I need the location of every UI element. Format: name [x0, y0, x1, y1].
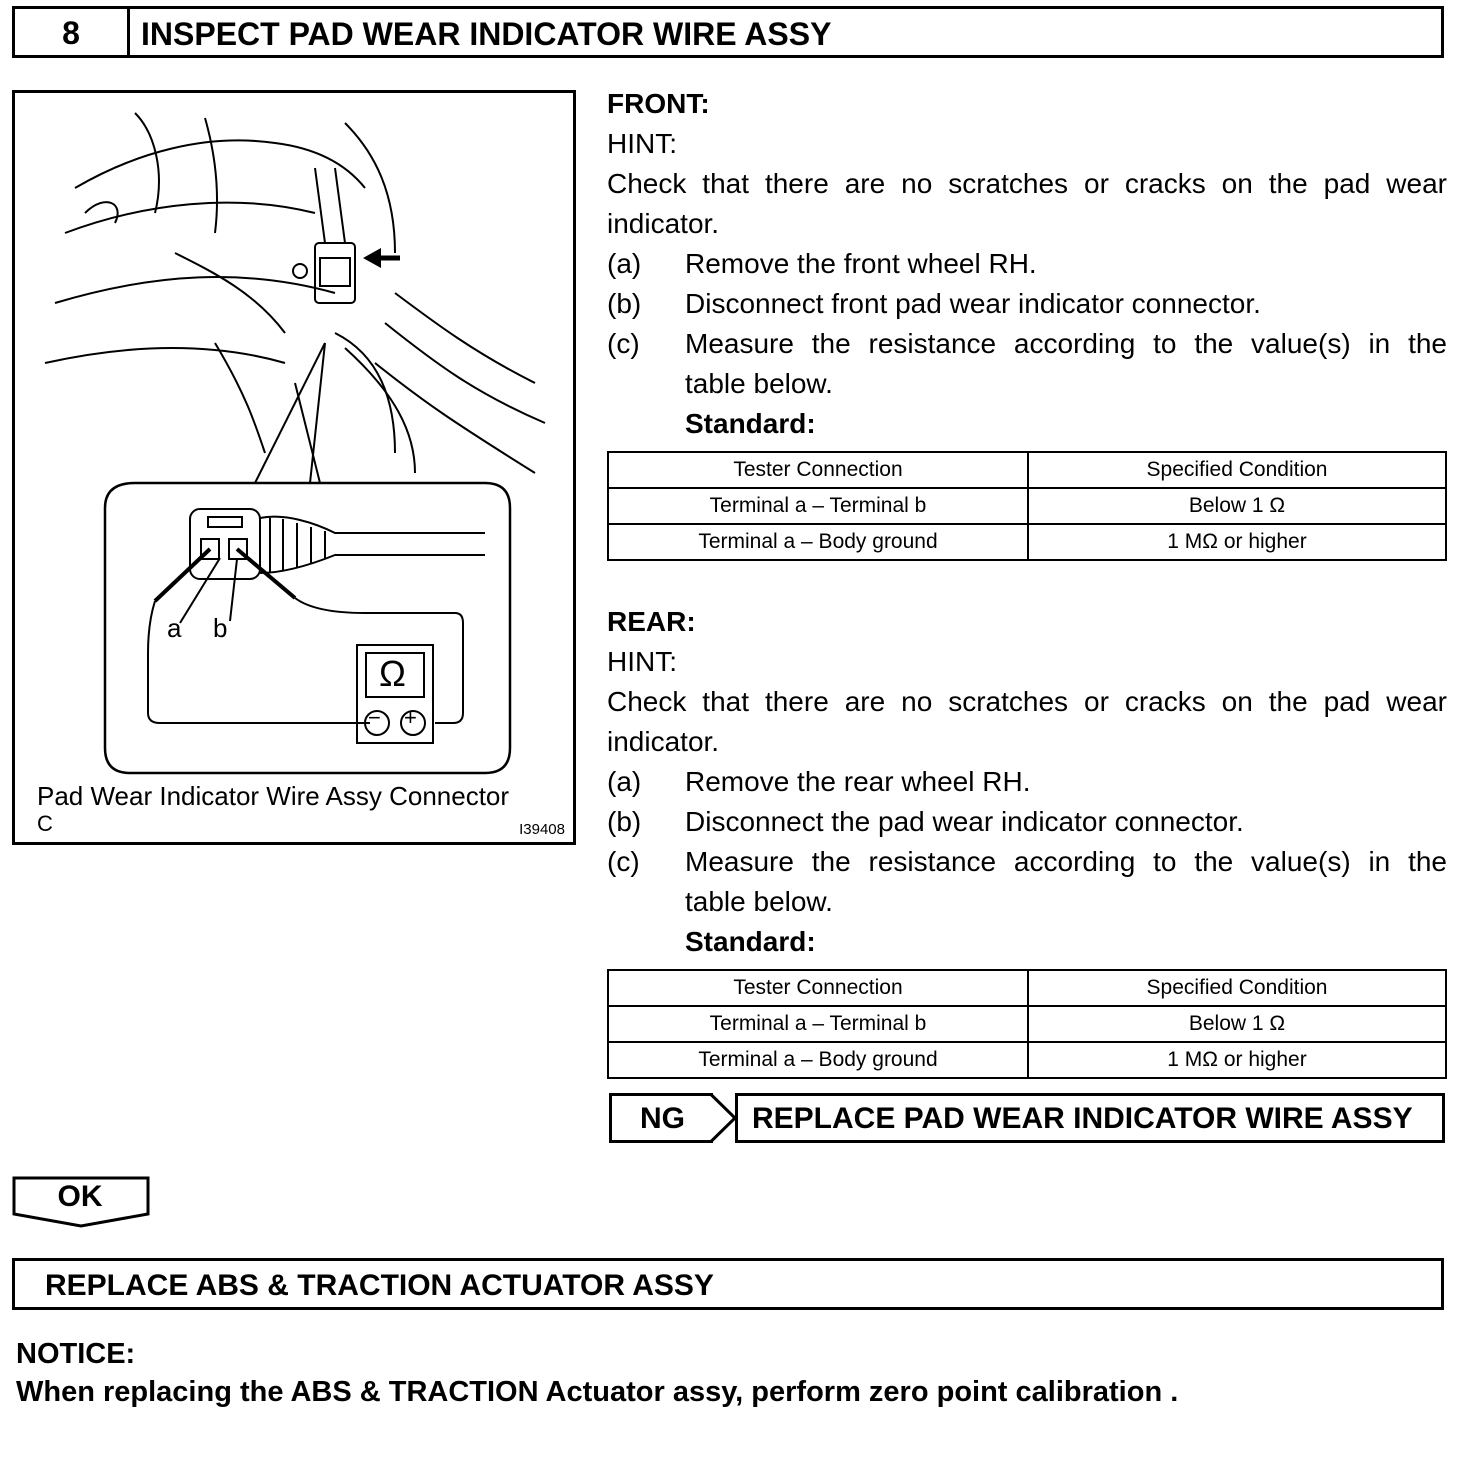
- front-standard-label: Standard:: [685, 408, 816, 439]
- table-cell: Terminal a – Body ground: [608, 1042, 1028, 1078]
- table-header-cell: Tester Connection: [608, 970, 1028, 1006]
- figure-caption: Pad Wear Indicator Wire Assy Connector: [37, 781, 510, 811]
- table-cell: Terminal a – Terminal b: [608, 488, 1028, 524]
- table-cell: Below 1 Ω: [1028, 488, 1446, 524]
- front-step-c-text2: table below.: [685, 368, 833, 399]
- table-row: [608, 524, 1446, 560]
- front-hint-label: HINT:: [607, 128, 677, 159]
- step-title: INSPECT PAD WEAR INDICATOR WIRE ASSY: [141, 16, 832, 52]
- front-step-a-marker: (a): [607, 248, 642, 279]
- table-header-row: [608, 970, 1446, 1006]
- step-header: [12, 6, 1444, 58]
- step-number: 8: [15, 9, 130, 55]
- connector-figure: [12, 90, 576, 845]
- front-step-b-marker: (b): [607, 288, 642, 319]
- terminal-a-label: a: [167, 613, 182, 643]
- rear-heading: REAR:: [607, 606, 696, 637]
- rear-step-b-text: Disconnect the pad wear indicator connector.: [685, 806, 1244, 837]
- rear-hint-line1: Check that there are no scratches or cracks on the pad wear: [607, 686, 1447, 717]
- rear-step-c-marker: (c): [607, 846, 640, 877]
- rear-step-c-text2: table below.: [685, 886, 833, 917]
- terminal-b-label: b: [213, 613, 228, 643]
- front-hint-line1: Check that there are no scratches or cracks on the pad wear: [607, 168, 1447, 199]
- rear-hint-line2: indicator.: [607, 726, 720, 757]
- front-step-c-marker: (c): [607, 328, 640, 359]
- replace-actuator-box: REPLACE ABS & TRACTION ACTUATOR ASSY: [12, 1258, 1444, 1310]
- wiring-illustration: [15, 93, 573, 842]
- rear-standard-label: Standard:: [685, 926, 816, 957]
- front-spec-table: [607, 451, 1447, 561]
- table-header-cell: Specified Condition: [1028, 452, 1446, 488]
- ng-result-box: REPLACE PAD WEAR INDICATOR WIRE ASSY: [735, 1093, 1445, 1143]
- table-header-row: [608, 452, 1446, 488]
- ng-arrow-icon: [708, 1093, 738, 1143]
- rear-step-c-text: Measure the resistance according to the value(s) in the: [685, 846, 1447, 877]
- rear-step-a-text: Remove the rear wheel RH.: [685, 766, 1031, 797]
- front-heading: FRONT:: [607, 88, 710, 119]
- ng-label: NG: [609, 1093, 713, 1143]
- rear-step-b-marker: (b): [607, 806, 642, 837]
- ok-label: OK: [57, 1180, 103, 1213]
- table-row: [608, 488, 1446, 524]
- table-row: [608, 1006, 1446, 1042]
- meter-plus: +: [404, 705, 417, 730]
- rear-spec-table: [607, 969, 1447, 1079]
- table-header-cell: Specified Condition: [1028, 970, 1446, 1006]
- figure-id: I39408: [519, 821, 565, 838]
- figure-code: C: [37, 811, 53, 836]
- rear-step-a-marker: (a): [607, 766, 642, 797]
- rear-hint-label: HINT:: [607, 646, 677, 677]
- table-cell: 1 MΩ or higher: [1028, 524, 1446, 560]
- front-hint-line2: indicator.: [607, 208, 720, 239]
- table-cell: Below 1 Ω: [1028, 1006, 1446, 1042]
- table-cell: 1 MΩ or higher: [1028, 1042, 1446, 1078]
- meter-minus: −: [368, 705, 381, 730]
- table-header-cell: Tester Connection: [608, 452, 1028, 488]
- table-cell: Terminal a – Body ground: [608, 524, 1028, 560]
- notice-text: When replacing the ABS & TRACTION Actuator assy, perform zero point calibration .: [16, 1376, 1179, 1408]
- table-cell: Terminal a – Terminal b: [608, 1006, 1028, 1042]
- front-step-a-text: Remove the front wheel RH.: [685, 248, 1037, 279]
- front-step-c-text: Measure the resistance according to the value(s) in the: [685, 328, 1447, 359]
- notice-heading: NOTICE:: [16, 1338, 136, 1370]
- table-row: [608, 1042, 1446, 1078]
- ohm-meter-symbol: Ω: [379, 653, 406, 694]
- front-step-b-text: Disconnect front pad wear indicator connector.: [685, 288, 1261, 319]
